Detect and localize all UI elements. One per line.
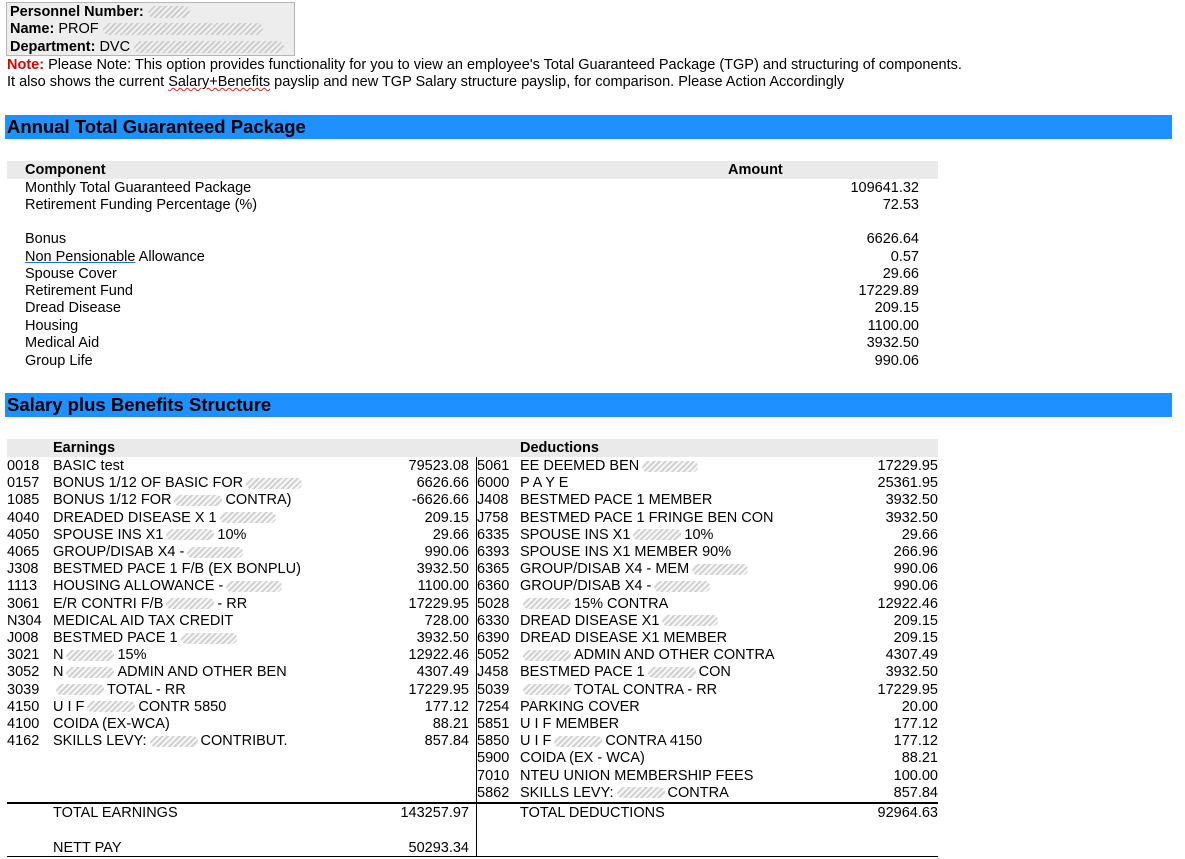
deduction-code: 6335 — [477, 526, 510, 543]
deduction-description-text: DREAD DISEASE X1 MEMBER — [520, 630, 728, 646]
name-value: PROF — [58, 21, 99, 37]
deduction-code: 5851 — [477, 716, 510, 732]
employee-info-box — [6, 2, 295, 56]
deduction-description-text: NTEU UNION MEMBERSHIP FEES — [520, 767, 754, 784]
deduction-amount: 857.84 — [893, 784, 938, 801]
earning-amount: 177.12 — [424, 698, 469, 715]
deduction-description — [520, 647, 775, 664]
redacted-text — [174, 495, 222, 506]
deduction-description — [520, 682, 717, 699]
earning-description-text: SKILLS LEVY: — [53, 733, 147, 750]
deduction-description — [520, 596, 668, 613]
note-text-1: Please Note: This option provides functionality for you to view an employee's Total Guaranteed Package (TGP) and structuring of components. — [44, 57, 962, 73]
earning-code: 1113 — [7, 578, 38, 595]
earning-description-text: SPOUSE INS X1 — [53, 526, 164, 543]
earning-code: N304 — [7, 612, 42, 629]
deduction-description — [520, 544, 731, 561]
deduction-description-suffix: CON — [698, 664, 731, 681]
deduction-description — [520, 733, 702, 750]
name-label: Name: — [10, 21, 55, 37]
earning-code: 1085 — [7, 492, 40, 509]
earning-amount: 728.00 — [424, 612, 469, 629]
redacted-text — [617, 787, 665, 798]
name-line — [10, 21, 263, 37]
deduction-description-text: GROUP/DISAB X4 - MEM — [520, 561, 690, 578]
deduction-amount: 88.21 — [901, 750, 938, 767]
redacted-text — [66, 650, 114, 661]
earning-description — [53, 613, 233, 630]
earning-amount: 209.15 — [424, 509, 469, 526]
tgp-row-label: Monthly Total Guaranteed Package — [25, 180, 252, 196]
note-line-1 — [7, 57, 962, 73]
deduction-amount: 177.12 — [893, 733, 938, 750]
component-label: Group Life — [25, 353, 93, 369]
earning-code: 4040 — [7, 509, 40, 526]
deduction-description — [520, 492, 712, 509]
deduction-description — [520, 716, 619, 733]
deduction-amount: 3932.50 — [885, 664, 938, 681]
earning-code: 3061 — [7, 595, 40, 612]
earning-description — [53, 733, 288, 750]
bottom-divider — [7, 856, 938, 857]
total-earnings-value: 143257.97 — [400, 805, 469, 821]
deduction-description-suffix: CONTRA — [667, 784, 729, 801]
redacted-text — [648, 667, 696, 678]
deduction-amount: 4307.49 — [885, 647, 938, 664]
redacted-text — [633, 529, 681, 540]
deduction-description-text: P A Y E — [520, 475, 569, 492]
redacted-text — [662, 615, 718, 626]
earning-description — [53, 475, 305, 492]
earning-code: 4150 — [7, 698, 40, 715]
nett-pay-label: NETT PAY — [53, 840, 122, 856]
deduction-description-suffix: 10% — [684, 526, 714, 543]
deduction-description — [520, 458, 701, 475]
component-label: Dread Disease — [25, 300, 121, 316]
component-label: Retirement Fund — [25, 283, 133, 299]
redacted-text — [523, 650, 571, 661]
redacted-personnel-number — [148, 6, 190, 18]
earning-description-text: BESTMED PACE 1 F/B (EX BONPLU) — [53, 561, 301, 578]
deduction-description-suffix: CONTRA 4150 — [605, 733, 703, 750]
earning-description — [53, 458, 124, 475]
nett-pay-value: 50293.34 — [408, 840, 469, 856]
earning-description-text: BONUS 1/12 FOR — [53, 492, 172, 509]
earning-description — [53, 630, 240, 647]
component-amount: 1100.00 — [867, 318, 919, 334]
salary-section-header: Salary plus Benefits Structure — [5, 393, 1172, 417]
deduction-description — [520, 664, 731, 681]
component-label — [25, 249, 205, 266]
redacted-text — [56, 684, 104, 695]
earning-amount: 3932.50 — [416, 561, 469, 578]
salary-benefits-text: Salary+Benefits — [168, 74, 271, 90]
deduction-description — [520, 510, 774, 527]
component-label: Medical Aid — [25, 335, 100, 351]
earning-code: 0018 — [7, 458, 40, 474]
redacted-text — [166, 529, 214, 540]
earning-description — [53, 596, 247, 613]
deduction-description-suffix: TOTAL CONTRA - RR — [574, 681, 718, 698]
deduction-description — [520, 475, 568, 492]
note-line-2 — [7, 74, 844, 90]
earning-code: 3052 — [7, 664, 40, 681]
deduction-description — [520, 699, 640, 716]
deduction-description-text: GROUP/DISAB X4 - — [520, 578, 652, 595]
department-value: DVC — [99, 39, 131, 55]
non-pensionable-text: Non Pensionable — [25, 249, 136, 265]
deduction-amount: 990.06 — [893, 578, 938, 595]
total-earnings-label: TOTAL EARNINGS — [53, 805, 178, 821]
component-label: Housing — [25, 318, 79, 334]
deduction-amount: 17229.95 — [877, 458, 938, 474]
deduction-code: 7010 — [477, 767, 510, 784]
earning-description — [53, 527, 246, 544]
deduction-description — [520, 750, 645, 767]
deduction-description — [520, 613, 721, 630]
earning-description-suffix: - RR — [217, 595, 248, 612]
deduction-description-text: BESTMED PACE 1 FRINGE BEN CON — [520, 509, 774, 526]
deduction-amount: 990.06 — [893, 561, 938, 578]
earning-code: 4100 — [7, 716, 40, 732]
earning-amount: 6626.66 — [416, 475, 469, 492]
component-amount: 29.66 — [882, 266, 919, 282]
earning-code: 3021 — [7, 647, 40, 664]
department-label: Department: — [10, 39, 96, 55]
deduction-code: 5900 — [477, 750, 510, 767]
allowance-text: Allowance — [135, 249, 205, 265]
earning-description — [53, 647, 147, 664]
redacted-department — [134, 41, 284, 53]
deduction-code: 5061 — [477, 458, 510, 474]
deduction-description-text: SPOUSE INS X1 — [520, 526, 631, 543]
component-label: Spouse Cover — [25, 266, 117, 282]
deduction-amount: 20.00 — [901, 698, 938, 715]
earning-description — [53, 510, 279, 527]
earning-amount: 17229.95 — [408, 681, 469, 698]
deduction-description-suffix: 15% CONTRA — [574, 595, 669, 612]
earning-description-suffix: 15% — [117, 647, 147, 664]
deduction-amount: 17229.95 — [877, 681, 938, 698]
total-deductions-value: 92964.63 — [877, 805, 938, 821]
earning-description — [53, 544, 246, 561]
component-amount: 990.06 — [874, 353, 919, 369]
deduction-amount: 209.15 — [893, 612, 938, 629]
earning-amount: 17229.95 — [408, 595, 469, 612]
earning-description — [53, 682, 186, 699]
redacted-text — [692, 564, 748, 575]
deduction-description-text: SKILLS LEVY: — [520, 784, 614, 801]
deduction-description-text: COIDA (EX - WCA) — [520, 750, 645, 767]
redacted-text — [226, 581, 282, 592]
deduction-code: 6360 — [477, 578, 510, 595]
earning-description — [53, 492, 292, 509]
deduction-description-text: U I F MEMBER — [520, 716, 620, 732]
total-deductions-label: TOTAL DEDUCTIONS — [520, 805, 665, 821]
tgp-row-amount: 109641.32 — [850, 180, 919, 196]
earning-description-text: U I F — [53, 698, 85, 715]
deduction-amount: 266.96 — [893, 544, 938, 560]
earning-code: 4050 — [7, 526, 40, 543]
redacted-text — [642, 461, 698, 472]
amount-column-header: Amount — [728, 162, 783, 178]
earning-description-suffix: CONTR 5850 — [138, 698, 227, 715]
earning-description-text: COIDA (EX-WCA) — [53, 716, 170, 732]
earning-amount: 990.06 — [424, 544, 469, 560]
earning-description-suffix: CONTRA) — [225, 492, 292, 509]
earning-amount: 79523.08 — [408, 458, 469, 474]
component-amount: 6626.64 — [866, 231, 919, 247]
payslip-table-header — [7, 439, 938, 457]
earning-code: 3039 — [7, 681, 40, 698]
earnings-column-header: Earnings — [53, 440, 116, 456]
deduction-code: J758 — [477, 509, 509, 526]
deduction-amount: 3932.50 — [885, 509, 938, 526]
earning-amount: -6626.66 — [411, 492, 469, 509]
deduction-description-suffix: ADMIN AND OTHER CONTRA — [574, 647, 775, 664]
earning-code: 0157 — [7, 475, 40, 492]
deduction-amount: 25361.95 — [877, 475, 938, 492]
earning-code: 4065 — [7, 544, 40, 560]
redacted-text — [654, 581, 710, 592]
deduction-amount: 29.66 — [901, 526, 938, 543]
redacted-text — [246, 478, 302, 489]
earning-code: J308 — [7, 561, 39, 578]
deduction-description — [520, 785, 729, 802]
department-line — [10, 39, 284, 55]
deduction-description — [520, 630, 727, 647]
redacted-name — [103, 23, 263, 35]
earning-description-text: DREADED DISEASE X 1 — [53, 509, 217, 526]
earning-amount: 29.66 — [432, 526, 469, 543]
redacted-text — [87, 701, 135, 712]
earning-description-suffix: ADMIN AND OTHER BEN — [117, 664, 287, 681]
deduction-code: 6000 — [477, 475, 510, 492]
earning-amount: 3932.50 — [416, 630, 469, 646]
deduction-amount: 3932.50 — [885, 492, 938, 509]
earning-amount: 12922.46 — [408, 647, 469, 664]
note-label: Note: — [7, 57, 45, 73]
deduction-description — [520, 527, 713, 544]
earning-description-text: BASIC test — [53, 458, 124, 474]
component-amount: 0.57 — [890, 249, 919, 265]
earning-amount: 88.21 — [432, 716, 469, 732]
deduction-description-text: BESTMED PACE 1 MEMBER — [520, 492, 713, 509]
deduction-description-text: DREAD DISEASE X1 — [520, 612, 660, 629]
deduction-code: 5052 — [477, 647, 510, 664]
earning-description — [53, 578, 285, 595]
earning-description-suffix: TOTAL - RR — [107, 681, 186, 698]
redacted-text — [66, 667, 114, 678]
earning-amount: 1100.00 — [417, 578, 469, 595]
earning-description-text: N — [53, 664, 64, 681]
deduction-code: 5028 — [477, 595, 510, 612]
deduction-code: J408 — [477, 492, 509, 509]
deduction-amount: 12922.46 — [877, 595, 938, 612]
deduction-description — [520, 578, 713, 595]
earning-description — [53, 664, 287, 681]
redacted-text — [523, 598, 571, 609]
component-column-header: Component — [25, 162, 106, 178]
deduction-description-text: SPOUSE INS X1 MEMBER 90% — [520, 544, 732, 560]
deduction-code: 5039 — [477, 681, 510, 698]
deduction-amount: 209.15 — [893, 630, 938, 646]
earning-description-text: N — [53, 647, 64, 664]
deduction-description-text: BESTMED PACE 1 — [520, 664, 645, 681]
deductions-column-header: Deductions — [520, 440, 599, 456]
redacted-text — [150, 736, 198, 747]
deduction-description — [520, 561, 751, 578]
deduction-description-text: U I F — [520, 733, 552, 750]
earning-description — [53, 716, 170, 733]
redacted-text — [523, 684, 571, 695]
deduction-code: 6390 — [477, 630, 510, 646]
deduction-code: 6365 — [477, 561, 510, 578]
totals-divider — [7, 802, 938, 804]
deduction-amount: 100.00 — [893, 767, 938, 784]
personnel-number-label: Personnel Number: — [10, 4, 144, 20]
deduction-code: 5862 — [477, 784, 510, 801]
redacted-text — [554, 736, 602, 747]
deduction-description — [520, 768, 753, 785]
earning-code: 4162 — [7, 733, 40, 750]
tgp-row-label: Retirement Funding Percentage (%) — [25, 197, 258, 213]
earning-description-text: GROUP/DISAB X4 - — [53, 544, 185, 560]
tgp-section-header: Annual Total Guaranteed Package — [5, 115, 1172, 139]
deduction-description-text: EE DEEMED BEN — [520, 458, 640, 474]
earning-description-text: BONUS 1/12 OF BASIC FOR — [53, 475, 244, 492]
component-amount: 209.15 — [874, 300, 919, 316]
deduction-description-text: PARKING COVER — [520, 698, 640, 715]
tgp-row-amount: 72.53 — [882, 197, 919, 213]
component-label: Bonus — [25, 231, 67, 247]
note-text-2b: payslip and new TGP Salary structure payslip, for comparison. Please Action Accordingly — [270, 74, 845, 90]
earning-description — [53, 699, 226, 716]
component-amount: 3932.50 — [866, 335, 919, 351]
redacted-text — [220, 512, 276, 523]
earning-description-text: HOUSING ALLOWANCE - — [53, 578, 224, 595]
tgp-table-header — [7, 161, 938, 179]
earning-amount: 4307.49 — [416, 664, 469, 681]
personnel-number-line — [10, 4, 190, 20]
deduction-code: 5850 — [477, 733, 510, 750]
deduction-code: 7254 — [477, 698, 510, 715]
deduction-code: J458 — [477, 664, 509, 681]
component-amount: 17229.89 — [858, 283, 919, 299]
redacted-text — [181, 633, 237, 644]
earning-amount: 857.84 — [424, 733, 469, 750]
deduction-code: 6330 — [477, 612, 510, 629]
redacted-text — [187, 547, 243, 558]
deduction-code: 6393 — [477, 544, 510, 560]
earning-description-text: MEDICAL AID TAX CREDIT — [53, 612, 234, 629]
earning-description-text: BESTMED PACE 1 — [53, 630, 178, 646]
column-divider — [476, 457, 477, 857]
note-text-2a: It also shows the current — [7, 74, 169, 90]
earning-code: J008 — [7, 630, 39, 646]
deduction-amount: 177.12 — [893, 716, 938, 732]
earning-description — [53, 561, 301, 578]
redacted-text — [166, 598, 214, 609]
earning-description-suffix: CONTRIBUT. — [200, 733, 288, 750]
earning-description-suffix: 10% — [217, 526, 247, 543]
earning-description-text: E/R CONTRI F/B — [53, 595, 164, 612]
